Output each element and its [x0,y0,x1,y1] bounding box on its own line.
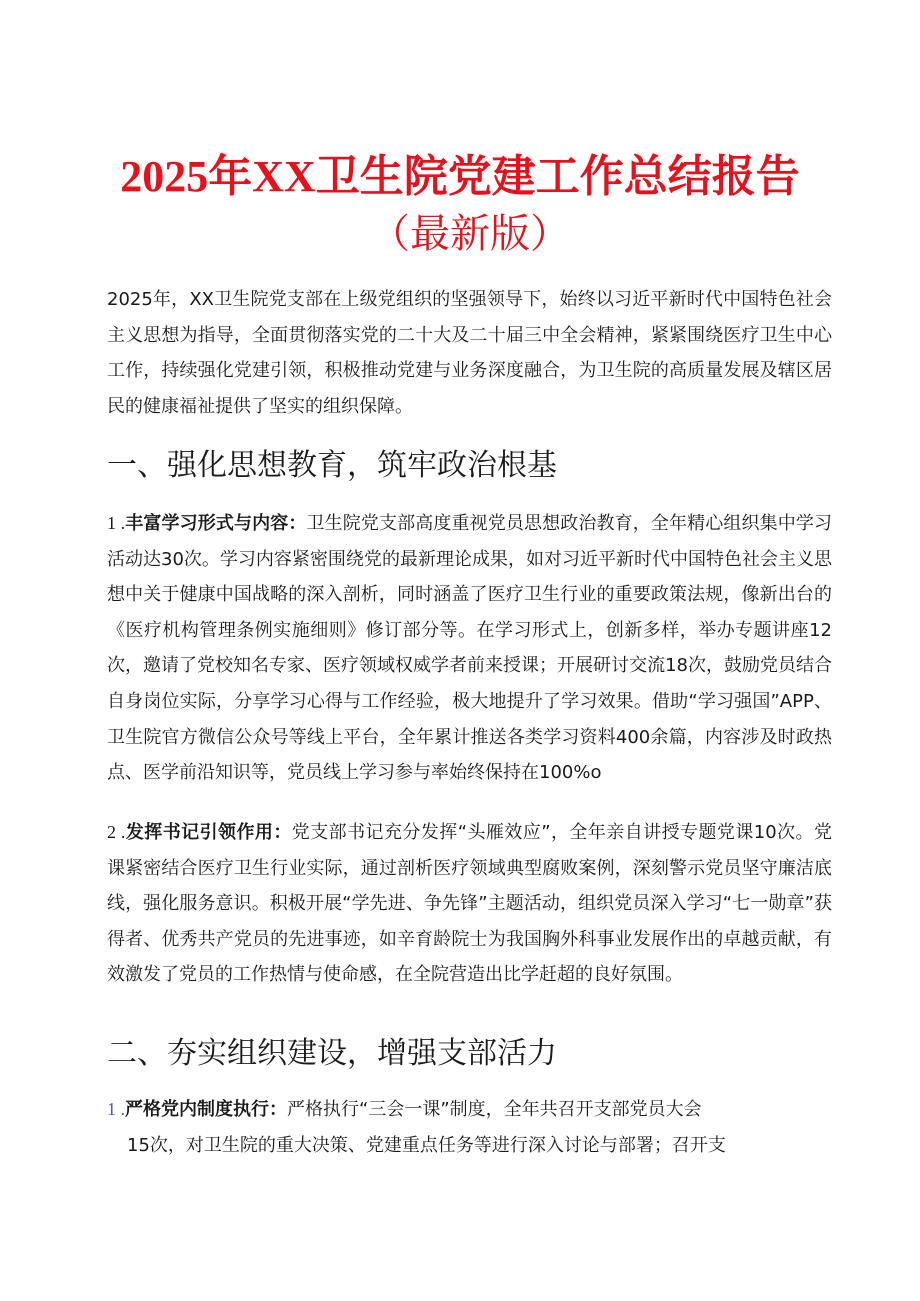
section-heading-2: 二、夯实组织建设，增强支部活力 [107,1036,557,1071]
section-heading-1: 一、强化思想教育，筑牢政治根基 [107,448,557,483]
item-number: 1 . [107,513,126,533]
intro-paragraph: 2025年，XX卫生院党支部在上级党组织的坚强领导下，始终以习近平新时代中国特色社会主义思想为指导，全面贯彻落实党的二十大及二十届三中全会精神，紧紧围绕医疗卫生中心工作，持续强化党建引领，积极推动党建与业务深度融合，为卫生院的高质量发展及辖区居民的健康福祉提供了坚实的组织保障。 [107,289,832,417]
document-subtitle: （最新版） [370,211,570,257]
item-label: 丰富学习形式与内容： [125,513,307,534]
list-item [107,506,832,791]
item-text: 严格执行“三会一课”制度，全年共召开支部党员大会 [287,1099,702,1120]
item-text: 卫生院党支部高度重视党员思想政治教育，全年精心组织集中学习活动达30次。学习内容紧密围绕党的最新理论成果，如对习近平新时代中国特色社会主义思想中关于健康中国战略的深入剖析，同时涵盖了医疗卫生行业的重要政策法规，像新出台的《医疗机构管理条例实施细则》修订部分等。在学习形式上，创新多样，举办专题讲座12次，邀请了党校知名专家、医疗领域权威学者前来授课；开展研讨交流18次，鼓励党员结合自身岗位实际，分享学习心得与工作经验，极大地提升了学习效果。借助“学习强国”APP、卫生院官方微信公众号等线上平台，全年累计推送各类学习资料400余篇，内容涉及时政热点、医学前沿知识等，党员线上学习参与率始终保持在100%o [107,513,832,784]
item-text-continued: 15次，对卫生院的重大决策、党建重点任务等进行深入讨论与部署；召开支 [127,1134,726,1156]
item-number: 2 . [107,822,126,842]
document-title: 2025年XX卫生院党建工作总结报告 [120,152,800,201]
item-number: 1 . [107,1099,125,1119]
item-label: 严格党内制度执行： [125,1099,287,1120]
list-item [107,1092,832,1163]
item-label: 发挥书记引领作用： [125,822,292,843]
list-item [107,815,832,993]
item-text: 党支部书记充分发挥“头雁效应”，全年亲自讲授专题党课10次。党课紧密结合医疗卫生行业实际，通过剖析医疗领域典型腐败案例，深刻警示党员坚守廉洁底线，强化服务意识。积极开展“学先进、争先锋”主题活动，组织党员深入学习“七一勋章”获得者、优秀共产党员的先进事迹，如辛育龄院士为我国胸外科事业发展作出的卓越贡献，有效激发了党员的工作热情与使命感，在全院营造出比学赶超的良好氛围。 [107,822,832,986]
